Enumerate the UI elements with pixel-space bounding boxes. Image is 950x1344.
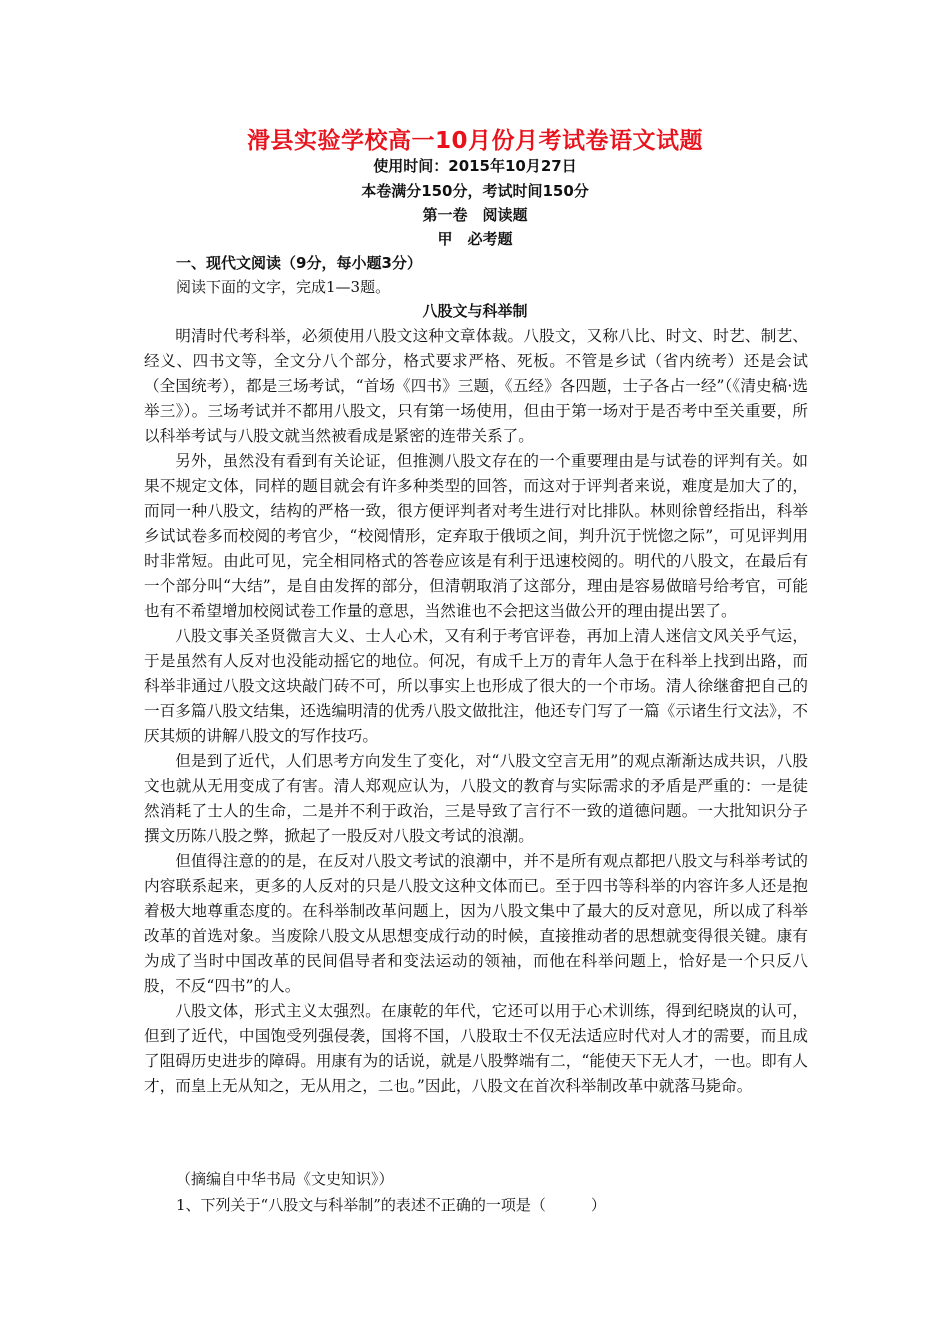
article-paragraph: 明清时代考科举，必须使用八股文这种文章体裁。八股文，又称八比、时文、时艺、制艺、经义、四书文等，全文分八个部分，格式要求严格、死板。不管是乡试（省内统考）还是会试（全国统考），都是三场考试，“首场《四书》三题，《五经》各四题，士子各占一经”（《清史稿·选举三》）。三场考试并不都用八股文，只有第一场使用，但由于第一场对于是否考中至关重要，所以科举考试与八股文就当然被看成是紧密的连带关系了。 (144, 327, 808, 445)
exam-title: 滑县实验学校高一10月份月考试卷语文试题 (246, 128, 703, 154)
part-heading: 甲 必考题 (437, 230, 513, 248)
article-paragraph: 八股文事关圣贤微言大义、士人心术，又有利于考官评卷，再加上清人迷信文风关乎气运，于是虽然有人反对也没能动摇它的地位。何况，有成千上万的青年人急于在科举上找到出路，而科举非通过八股文这块敲门砖不可，所以事实上也形成了很大的一个市场。清人徐继畬把自己的一百多篇八股文结集，还选编明清的优秀八股文做批注，他还专门写了一篇《示诸生行文法》，不厌其烦的讲解八股文的写作技巧。 (144, 627, 808, 745)
section-instruction: 阅读下面的文字，完成1—3题。 (176, 278, 391, 296)
volume-heading: 第一卷 阅读题 (422, 206, 528, 224)
article-paragraph: 但值得注意的的是，在反对八股文考试的浪潮中，并不是所有观点都把八股文与科举考试的内容联系起来，更多的人反对的只是八股文这种文体而已。至于四书等科举的内容许多人还是抱着极大地尊重态度的。在科举制改革问题上，因为八股文集中了最大的反对意见，所以成了科举改革的首选对象。当废除八股文从思想变成行动的时候，直接推动者的思想就变得很关键。康有为成了当时中国改革的民间倡导者和变法运动的领袖，而他在科举问题上，恰好是一个只反八股，不反“四书”的人。 (144, 852, 808, 995)
section-heading: 一、现代文阅读（9分，每小题3分） (176, 254, 422, 272)
article-paragraph: 但是到了近代，人们思考方向发生了变化，对“八股文空言无用”的观点渐渐达成共识，八股文也就从无用变成了有害。清人郑观应认为，八股文的教育与实际需求的矛盾是严重的：一是徒然消耗了士人的生命，二是并不利于政治，三是导致了言行不一致的道德问题。一大批知识分子撰文历陈八股之弊，掀起了一股反对八股文考试的浪潮。 (144, 752, 808, 845)
article-body (144, 324, 808, 1099)
article-source: （摘编自中华书局《文史知识》） (176, 1170, 394, 1188)
use-date: 使用时间：2015年10月27日 (373, 157, 577, 175)
article-paragraph: 另外，虽然没有看到有关论证，但推测八股文存在的一个重要理由是与试卷的评判有关。如果不规定文体，同样的题目就会有许多种类型的回答，而这对于评判者来说，难度是加大了的，而同一种八股文，结构的严格一致，很方便评判者对考生进行对比排队。林则徐曾经指出，科举乡试试卷多而校阅的考官少，“校阅情形，定弃取于俄顷之间，判升沉于恍惚之际”，可见评判用时非常短。由此可见，完全相同格式的答卷应该是有利于迅速校阅的。明代的八股文，在最后有一个部分叫“大结”，是自由发挥的部分，但清朝取消了这部分，理由是容易做暗号给考官，可能也有不希望增加校阅试卷工作量的意思，当然谁也不会把这当做公开的理由提出罢了。 (144, 452, 808, 620)
question-1: 1、下列关于“八股文与科举制”的表述不正确的一项是（ ） (176, 1196, 606, 1214)
article-title: 八股文与科举制 (422, 302, 528, 320)
score-time: 本卷满分150分，考试时间150分 (361, 182, 589, 200)
article-paragraph: 八股文体，形式主义太强烈。在康乾的年代，它还可以用于心术训练，得到纪晓岚的认可，但到了近代，中国饱受列强侵袭，国将不国，八股取士不仅无法适应时代对人才的需要，而且成了阻碍历史进步的障碍。用康有为的话说，就是八股弊端有二，“能使天下无人才，一也。即有人才，而皇上无从知之，无从用之，二也。”因此，八股文在首次科举制改革中就落马毙命。 (144, 1002, 808, 1095)
